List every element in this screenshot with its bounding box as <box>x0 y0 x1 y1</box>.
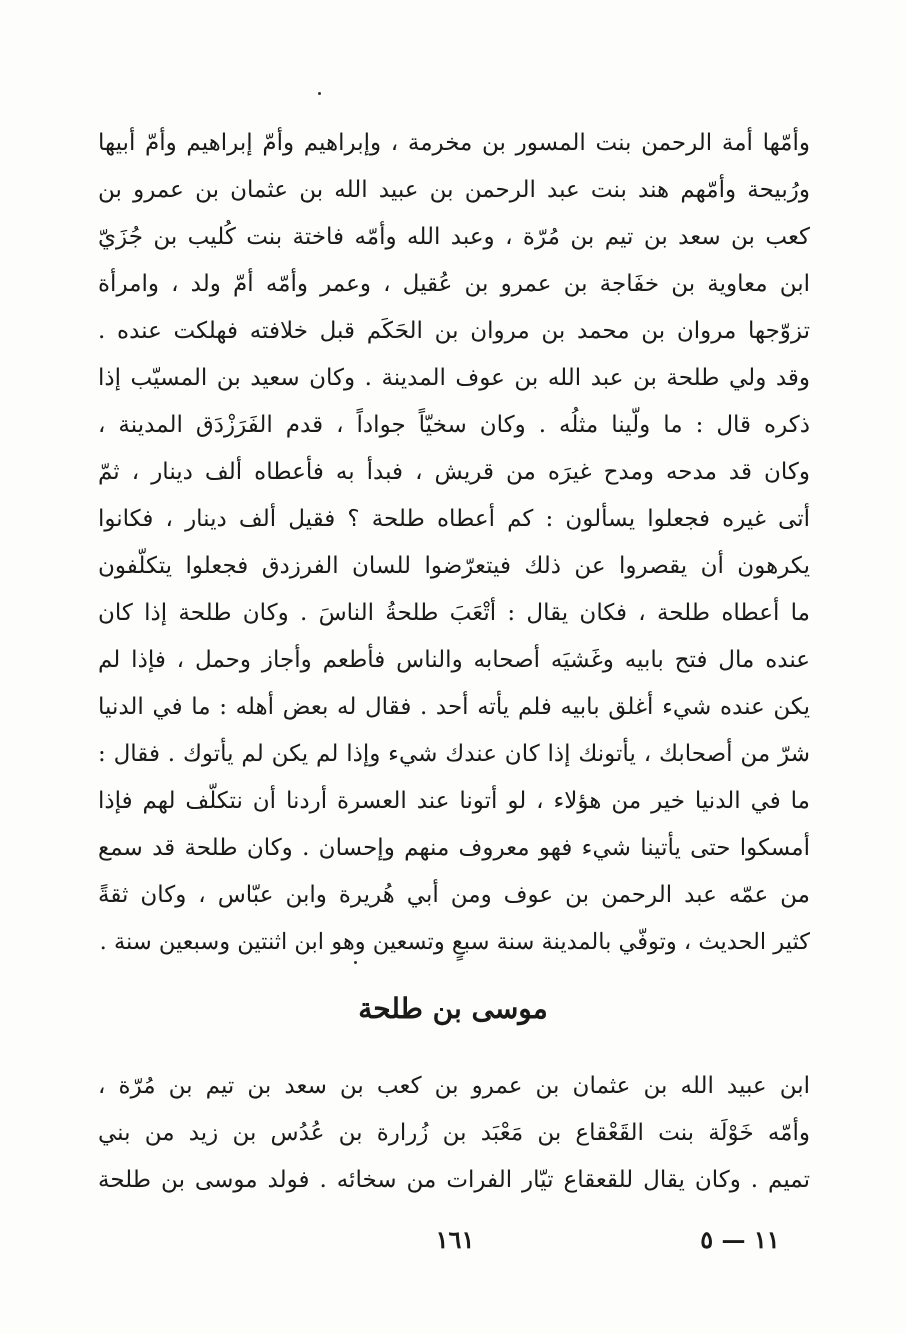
text-line: أتى غيره فجعلوا يسألون : كم أعطاه طلحة ؟ فقيل ألف دينار ، فكانوا <box>98 506 810 532</box>
text-line: ورُبيحة وأمّهم هند بنت عبد الرحمن بن عبيد الله بن عثمان بن عمرو بن <box>98 177 810 203</box>
signature-mark: ١١ — ٥ <box>700 1225 780 1254</box>
text-line: تزوّجها مروان بن محمد بن مروان بن الحَكَم قبل خلافته فهلكت عنده . <box>98 318 810 344</box>
page-number: ١٦١ <box>435 1225 475 1254</box>
text-line: من عمّه عبد الرحمن بن عوف ومن أبي هُريرة وابن عبّاس ، وكان ثقةً <box>98 882 810 908</box>
text-line: ذكره قال : ما ولّينا مثلُه . وكان سخيّاً جواداً ، قدم الفَرَزْدَق المدينة ، <box>98 412 810 438</box>
text-line: وأمّه خَوْلَة بنت القَعْقاع بن مَعْبَد بن زُرارة بن عُدُس بن زيد من بني <box>98 1120 810 1146</box>
text-line: كعب بن سعد بن تيم بن مُرّة ، وعبد الله وأمّه فاختة بنت كُليب بن جُزَيّ <box>98 224 810 250</box>
section-heading: موسى بن طلحة <box>358 992 548 1025</box>
text-line: عنده مال فتح بابيه وغَشيَه أصحابه والناس فأطعم وأجاز وحمل ، فإذا لم <box>98 647 810 673</box>
text-line: ما أعطاه طلحة ، فكان يقال : أتْعَبَ طلحةُ الناسَ . وكان طلحة إذا كان <box>98 600 810 626</box>
text-line: ابن معاوية بن خفَاجة بن عمرو بن عُقيل ، وعمر وأمّه أمّ ولد ، وامرأة <box>98 271 810 297</box>
text-line: وكان قد مدحه ومدح غيرَه من قريش ، فبدأ به فأعطاه ألف دينار ، ثمّ <box>98 459 810 485</box>
text-line: ما في الدنيا خير من هؤلاء ، لو أتونا عند العسرة أردنا أن نتكلّف لهم فإذا <box>98 788 810 814</box>
page-footer <box>0 1220 906 1260</box>
text-line: وأمّها أمة الرحمن بنت المسور بن مخرمة ، وإبراهيم وأمّ إبراهيم وأمّ أبيها <box>98 130 810 156</box>
text-line: ابن عبيد الله بن عثمان بن عمرو بن كعب بن سعد بن تيم بن مُرّة ، <box>98 1073 810 1099</box>
text-line: تميم . وكان يقال للقعقاع تيّار الفرات من سخائه . فولد موسى بن طلحة <box>98 1167 810 1193</box>
text-line: شرّ من أصحابك ، يأتونك إذا كان عندك شيء وإذا لم يكن لم يأتوك . فقال : <box>98 741 810 767</box>
section-paragraph <box>98 1063 810 1204</box>
main-paragraph <box>98 120 810 966</box>
text-line: أمسكوا حتى يأتينا شيء فهو معروف منهم وإحسان . وكان طلحة قد سمع <box>98 835 810 861</box>
text-line: يكرهون أن يقصروا عن ذلك فيتعرّضوا للسان الفرزدق فجعلوا يتكلّفون <box>98 553 810 579</box>
ink-speck <box>318 92 321 95</box>
text-line: وقد ولي طلحة بن عبد الله بن عوف المدينة . وكان سعيد بن المسيّب إذا <box>98 365 810 391</box>
text-line: يكن عنده شيء أغلق بابيه فلم يأته أحد . فقال له بعض أهله : ما في الدنيا <box>98 694 810 720</box>
text-line: كثير الحديث ، وتوفّي بالمدينة سنة سبعٍ وتسعين وهو ابن اثنتين وسبعين سنة . <box>99 929 810 955</box>
